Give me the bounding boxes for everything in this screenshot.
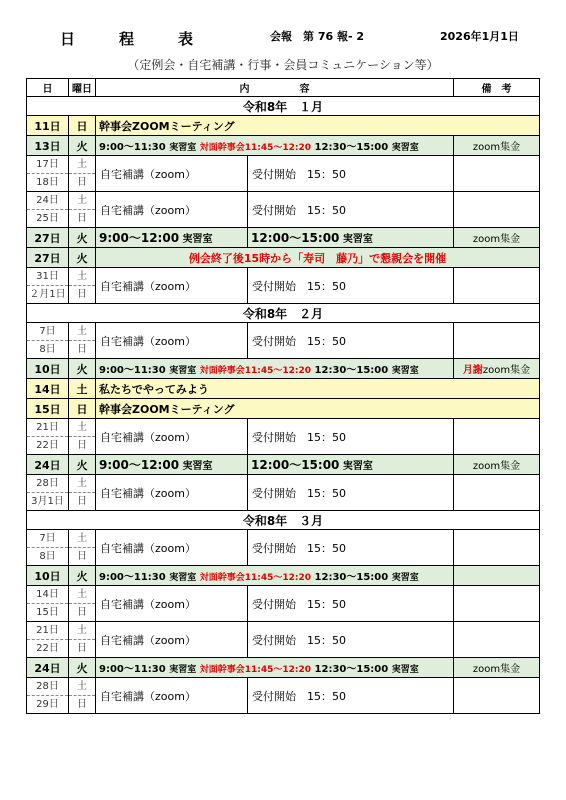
row-date-pair: 14日 15日 bbox=[27, 586, 69, 622]
row-content: 9:00～11:30 実習室 対面幹事会11:45～12:20 12:30～15:00 実習室 bbox=[96, 658, 454, 678]
table-row bbox=[27, 268, 540, 304]
row-weekday-pair: 土 日 bbox=[69, 419, 96, 455]
row-weekday-pair: 土 日 bbox=[69, 586, 96, 622]
row-reception: 受付開始 15：50 bbox=[248, 419, 454, 455]
row-remarks bbox=[454, 192, 540, 228]
row-home-study: 自宅補講（zoom） bbox=[96, 530, 248, 566]
row-weekday-pair: 土 日 bbox=[69, 156, 96, 192]
row-weekday: 日 bbox=[69, 116, 96, 136]
row-home-study: 自宅補講（zoom） bbox=[96, 586, 248, 622]
row-home-study: 自宅補講（zoom） bbox=[96, 622, 248, 658]
row-weekday: 火 bbox=[69, 658, 96, 678]
row-weekday: 火 bbox=[69, 136, 96, 156]
row-weekday-pair: 土 日 bbox=[69, 268, 96, 304]
row-reception: 受付開始 15：50 bbox=[248, 586, 454, 622]
month-label: 令和8年 １月 bbox=[27, 97, 540, 116]
row-event: 私たちでやってみよう bbox=[96, 379, 540, 399]
row-weekday: 火 bbox=[69, 248, 96, 268]
row-reception: 受付開始 15：50 bbox=[248, 156, 454, 192]
row-home-study: 自宅補講（zoom） bbox=[96, 268, 248, 304]
col-header-date: 日 bbox=[27, 79, 69, 97]
row-home-study: 自宅補講（zoom） bbox=[96, 475, 248, 511]
table-row bbox=[27, 379, 540, 399]
table-header-row bbox=[27, 79, 540, 97]
row-remarks: zoom集金 bbox=[454, 228, 540, 248]
row-home-study: 自宅補講（zoom） bbox=[96, 192, 248, 228]
month-label: 令和8年 ２月 bbox=[27, 304, 540, 323]
row-reception: 受付開始 15：50 bbox=[248, 475, 454, 511]
row-remarks bbox=[454, 156, 540, 192]
row-remarks bbox=[454, 475, 540, 511]
document-subtitle: （定例会・自宅補講・行事・会員コミュニケーション等） bbox=[127, 58, 439, 72]
row-date: 10日 bbox=[27, 566, 69, 586]
row-weekday: 土 bbox=[69, 379, 96, 399]
row-date: 11日 bbox=[27, 116, 69, 136]
table-row bbox=[27, 136, 540, 156]
table-row bbox=[27, 156, 540, 192]
row-remarks: 月謝zoom集金 bbox=[454, 359, 540, 379]
row-home-study: 自宅補講（zoom） bbox=[96, 323, 248, 359]
row-remarks bbox=[454, 566, 540, 586]
row-weekday: 火 bbox=[69, 455, 96, 475]
table-row bbox=[27, 399, 540, 419]
row-remarks bbox=[454, 530, 540, 566]
row-content: 9:00～11:30 実習室 対面幹事会11:45～12:20 12:30～15:00 実習室 bbox=[96, 359, 454, 379]
row-weekday-pair: 土 日 bbox=[69, 622, 96, 658]
row-date-pair: 24日 25日 bbox=[27, 192, 69, 228]
row-weekday: 日 bbox=[69, 399, 96, 419]
row-date-pair: 17日 18日 bbox=[27, 156, 69, 192]
table-row bbox=[27, 116, 540, 136]
row-remarks bbox=[454, 419, 540, 455]
row-weekday-pair: 土 日 bbox=[69, 678, 96, 714]
row-reception: 受付開始 15：50 bbox=[248, 678, 454, 714]
table-row bbox=[27, 530, 540, 566]
issue-date: 2026年1月1日 bbox=[440, 30, 519, 43]
table-row bbox=[27, 566, 540, 586]
row-date: 27日 bbox=[27, 248, 69, 268]
row-reception: 受付開始 15：50 bbox=[248, 530, 454, 566]
row-remarks bbox=[454, 586, 540, 622]
row-date-pair: 28日 3月1日 bbox=[27, 475, 69, 511]
row-home-study: 自宅補講（zoom） bbox=[96, 156, 248, 192]
row-event: 幹事会ZOOMミーティング bbox=[96, 399, 540, 419]
row-date: 24日 bbox=[27, 455, 69, 475]
table-row bbox=[27, 192, 540, 228]
table-row bbox=[27, 419, 540, 455]
row-date: 24日 bbox=[27, 658, 69, 678]
table-row bbox=[27, 323, 540, 359]
row-weekday-pair: 土 日 bbox=[69, 192, 96, 228]
row-date: 14日 bbox=[27, 379, 69, 399]
row-date: 10日 bbox=[27, 359, 69, 379]
col-header-content: 内 容 bbox=[96, 79, 454, 97]
table-row bbox=[27, 475, 540, 511]
row-home-study: 自宅補講（zoom） bbox=[96, 678, 248, 714]
table-row bbox=[27, 678, 540, 714]
table-row bbox=[27, 455, 540, 475]
col-header-remarks: 備 考 bbox=[454, 79, 540, 97]
month-header-jan bbox=[27, 97, 540, 116]
row-date: 15日 bbox=[27, 399, 69, 419]
row-remarks: zoom集金 bbox=[454, 136, 540, 156]
month-label: 令和8年 ３月 bbox=[27, 511, 540, 530]
col-header-weekday: 曜日 bbox=[69, 79, 96, 97]
row-date-pair: 28日 29日 bbox=[27, 678, 69, 714]
row-remarks bbox=[454, 268, 540, 304]
document-header bbox=[0, 28, 566, 48]
table-row bbox=[27, 228, 540, 248]
schedule-table bbox=[26, 78, 540, 714]
row-remarks bbox=[454, 678, 540, 714]
table-row bbox=[27, 248, 540, 268]
row-event: 幹事会ZOOMミーティング bbox=[96, 116, 540, 136]
table-row bbox=[27, 586, 540, 622]
row-reception: 受付開始 15：50 bbox=[248, 268, 454, 304]
row-date-pair: 21日 22日 bbox=[27, 622, 69, 658]
table-row bbox=[27, 359, 540, 379]
row-remarks: zoom集金 bbox=[454, 658, 540, 678]
row-morning: 9:00～12:00 実習室 bbox=[96, 228, 248, 248]
row-date: 27日 bbox=[27, 228, 69, 248]
row-date-pair: 31日 ２月1日 bbox=[27, 268, 69, 304]
row-date-pair: 21日 22日 bbox=[27, 419, 69, 455]
month-header-mar bbox=[27, 511, 540, 530]
row-weekday-pair: 土 日 bbox=[69, 323, 96, 359]
row-content: 9:00～11:30 実習室 対面幹事会11:45～12:20 12:30～15:00 実習室 bbox=[96, 566, 454, 586]
row-reception: 受付開始 15：50 bbox=[248, 622, 454, 658]
row-afternoon: 12:00～15:00 実習室 bbox=[248, 228, 454, 248]
row-weekday: 火 bbox=[69, 359, 96, 379]
document-title: 日程表 bbox=[60, 30, 238, 48]
table-row bbox=[27, 658, 540, 678]
issue-number: 会報 第 76 報‐ 2 bbox=[270, 30, 365, 43]
row-home-study: 自宅補講（zoom） bbox=[96, 419, 248, 455]
month-header-feb bbox=[27, 304, 540, 323]
row-weekday-pair: 土 日 bbox=[69, 530, 96, 566]
row-remarks: zoom集金 bbox=[454, 455, 540, 475]
row-content: 9:00～11:30 実習室 対面幹事会11:45～12:20 12:30～15:00 実習室 bbox=[96, 136, 454, 156]
row-weekday: 火 bbox=[69, 228, 96, 248]
row-date-pair: 7日 8日 bbox=[27, 530, 69, 566]
row-date: 13日 bbox=[27, 136, 69, 156]
row-weekday-pair: 土 日 bbox=[69, 475, 96, 511]
row-reception: 受付開始 15：50 bbox=[248, 192, 454, 228]
row-date-pair: 7日 8日 bbox=[27, 323, 69, 359]
row-afternoon: 12:00～15:00 実習室 bbox=[248, 455, 454, 475]
row-event: 例会終了後15時から「寿司 藤乃」で懇親会を開催 bbox=[96, 248, 540, 268]
row-weekday: 火 bbox=[69, 566, 96, 586]
row-remarks bbox=[454, 323, 540, 359]
row-morning: 9:00～12:00 実習室 bbox=[96, 455, 248, 475]
table-row bbox=[27, 622, 540, 658]
row-remarks bbox=[454, 622, 540, 658]
row-reception: 受付開始 15：50 bbox=[248, 323, 454, 359]
